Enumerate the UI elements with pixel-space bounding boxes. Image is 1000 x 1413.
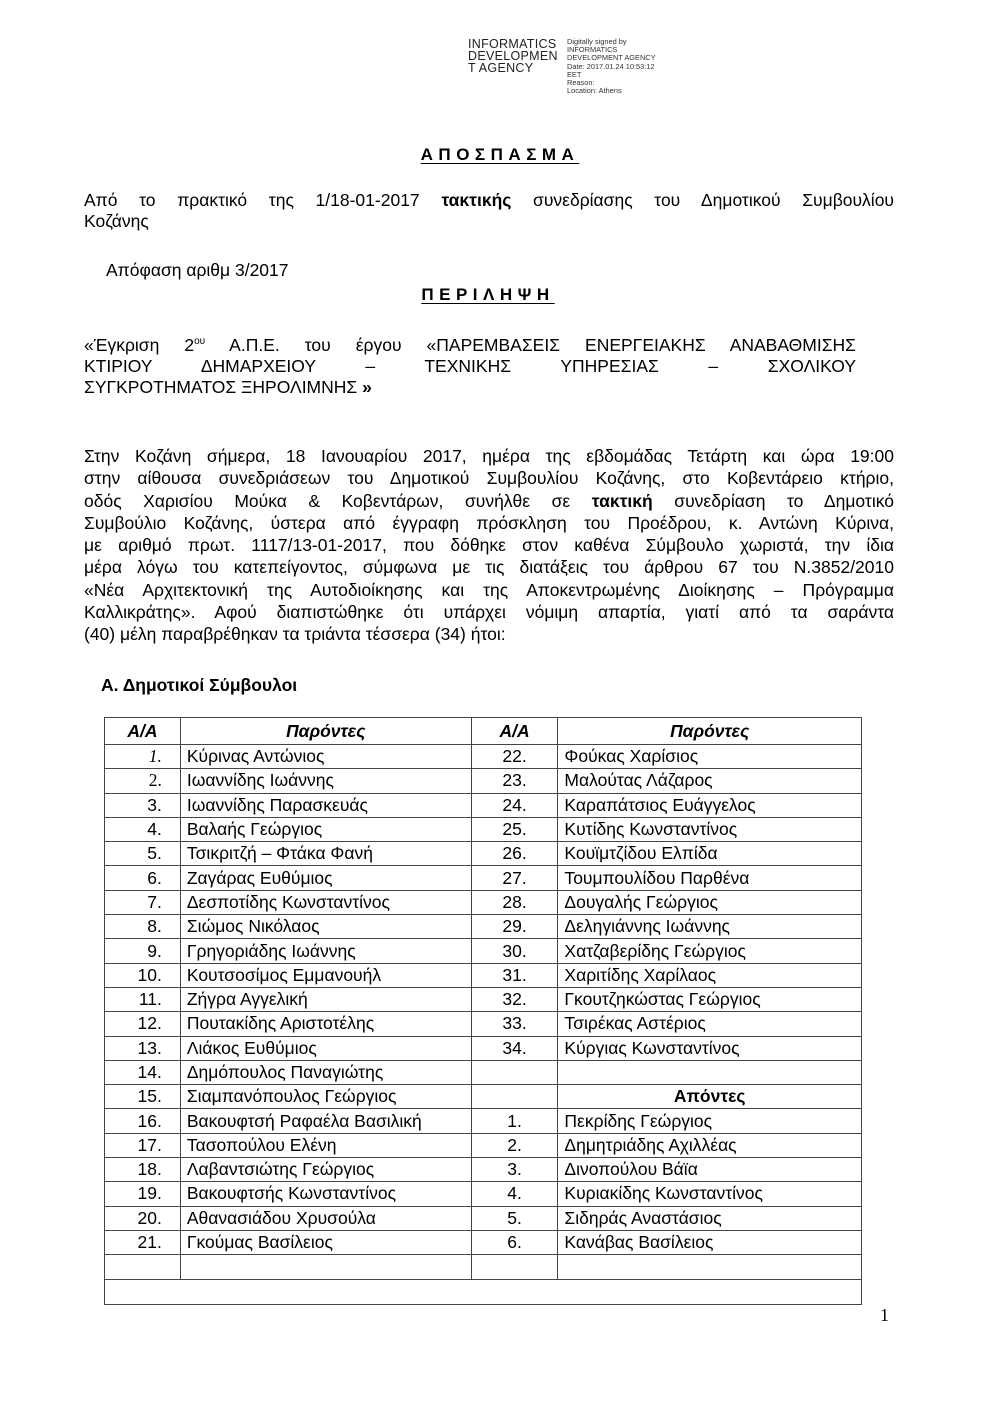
- subject-line-3: [84, 377, 856, 398]
- subject-paragraph: [84, 331, 856, 399]
- table-row: [105, 1085, 862, 1109]
- empty-cell: [471, 1085, 558, 1109]
- intro-line-1: [84, 190, 894, 211]
- row-number: 24.: [471, 793, 558, 817]
- signature-detail-line: DEVELOPMENT AGENCY: [567, 53, 656, 63]
- intro-bold-text: τακτικής: [441, 190, 512, 210]
- row-number: 29.: [471, 915, 558, 939]
- table-row: [105, 987, 862, 1011]
- member-name: Ιωαννίδης Παρασκευάς: [180, 793, 471, 817]
- row-number: 10.: [105, 963, 181, 987]
- member-name: Τασοπούλου Ελένη: [180, 1133, 471, 1157]
- row-number: 8.: [105, 915, 181, 939]
- member-name: Κύρινας Αντώνιος: [180, 745, 471, 769]
- empty-cell: [471, 1060, 558, 1084]
- row-number: 15.: [105, 1085, 181, 1109]
- member-name: Χαριτίδης Χαρίλαος: [558, 963, 862, 987]
- absent-number: 1.: [471, 1109, 558, 1133]
- body-line: με αριθμό πρωτ. 1117/13-01-2017, που δόθηκε στον καθένα Σύμβουλο χωριστά, την ίδια: [84, 535, 894, 556]
- row-number: 1.: [105, 745, 181, 769]
- table-row: [105, 890, 862, 914]
- table-header-row: [105, 718, 862, 745]
- absent-number: 6.: [471, 1230, 558, 1254]
- member-name: Τσικριτζή – Φτάκα Φανή: [180, 842, 471, 866]
- row-number: 21.: [105, 1230, 181, 1254]
- intro-line-2: Κοζάνης: [84, 211, 149, 232]
- header-present-left: Παρόντες: [180, 718, 471, 745]
- empty-cell: [558, 1255, 862, 1279]
- member-name: Τσιρέκας Αστέριος: [558, 1012, 862, 1036]
- body-line: Καλλικράτης». Αφού διαπιστώθηκε ότι υπάρχει νόμιμη απαρτία, γιατί από τα σαράντα: [84, 602, 894, 623]
- subject-text: Α.Π.Ε. του έργου «ΠΑΡΕΜΒΑΣΕΙΣ ΕΝΕΡΓΕΙΑΚΗΣ ΑΝΑΒΑΘΜΙΣΗΣ: [205, 334, 856, 355]
- signature-details: [567, 38, 687, 95]
- member-name: Γκούμας Βασίλειος: [180, 1230, 471, 1254]
- row-number: 19.: [105, 1182, 181, 1206]
- member-name: Κουϊμτζίδου Ελπίδα: [558, 842, 862, 866]
- row-number: 33.: [471, 1012, 558, 1036]
- subject-bold-quote: »: [362, 377, 372, 398]
- body-line: [84, 490, 894, 512]
- row-number: 27.: [471, 866, 558, 890]
- row-number: 2.: [105, 769, 181, 793]
- table-row: [105, 1158, 862, 1182]
- row-number: 5.: [105, 842, 181, 866]
- body-line: στην αίθουσα συνεδριάσεων του Δημοτικού Συμβουλίου Κοζάνης, στο Κοβεντάρειο κτήριο,: [84, 468, 894, 489]
- body-text: συνεδρίαση το Δημοτικό: [652, 490, 894, 511]
- member-name: Βαλαής Γεώργιος: [180, 817, 471, 841]
- intro-text: Από το πρακτικό της 1/18-01-2017: [84, 190, 442, 210]
- absent-member-name: Σιδηράς Αναστάσιος: [558, 1206, 862, 1230]
- empty-cell: [558, 1060, 862, 1084]
- signature-detail-line: EET: [567, 69, 582, 79]
- member-name: Γρηγοριάδης Ιωάννης: [180, 939, 471, 963]
- intro-paragraph: [84, 190, 894, 233]
- absent-member-name: Δινοπούλου Βάϊα: [558, 1158, 862, 1182]
- header-number-left: Α/Α: [105, 718, 181, 745]
- body-line: (40) μέλη παραβρέθηκαν τα τριάντα τέσσερα (34) ήτοι:: [84, 624, 506, 645]
- table-row-merged-empty: [105, 1279, 862, 1304]
- absent-member-name: Πεκρίδης Γεώργιος: [558, 1109, 862, 1133]
- document-title: ΑΠΟΣΠΑΣΜΑ: [420, 145, 580, 164]
- table-row: [105, 1012, 862, 1036]
- table-row: [105, 963, 862, 987]
- member-name: Φούκας Χαρίσιος: [558, 745, 862, 769]
- row-number: 3.: [105, 793, 181, 817]
- row-number: 30.: [471, 939, 558, 963]
- member-name: Δεληγιάννης Ιωάννης: [558, 915, 862, 939]
- absent-member-name: Κανάβας Βασίλειος: [558, 1230, 862, 1254]
- absent-number: 3.: [471, 1158, 558, 1182]
- row-number: 14.: [105, 1060, 181, 1084]
- absent-heading: Απόντες: [558, 1085, 862, 1109]
- member-name: Βακουφτσής Κωνσταντίνος: [180, 1182, 471, 1206]
- member-name: Δεσποτίδης Κωνσταντίνος: [180, 890, 471, 914]
- member-name: Σιαμπανόπουλος Γεώργιος: [180, 1085, 471, 1109]
- table-row: [105, 793, 862, 817]
- row-number: 11.: [105, 987, 181, 1011]
- row-number: 26.: [471, 842, 558, 866]
- empty-cell: [105, 1255, 181, 1279]
- row-number: 25.: [471, 817, 558, 841]
- absent-member-name: Κυριακίδης Κωνσταντίνος: [558, 1182, 862, 1206]
- row-number: 34.: [471, 1036, 558, 1060]
- subject-superscript: ου: [194, 336, 206, 347]
- table-row: [105, 769, 862, 793]
- subject-line-2: ΚΤΙΡΙΟΥ ΔΗΜΑΡΧΕΙΟΥ – ΤΕΧΝΙΚΗΣ ΥΠΗΡΕΣΙΑΣ – ΣΧΟΛΙΚΟΥ: [84, 356, 856, 377]
- row-number: 28.: [471, 890, 558, 914]
- absent-member-name: Δημητριάδης Αχιλλέας: [558, 1133, 862, 1157]
- member-name: Κύργιας Κωνσταντίνος: [558, 1036, 862, 1060]
- row-number: 32.: [471, 987, 558, 1011]
- table-row: [105, 817, 862, 841]
- empty-merged-cell: [105, 1279, 862, 1304]
- summary-title: ΠΕΡΙΛΗΨΗ: [421, 285, 555, 304]
- signature-detail-line: Reason:: [567, 78, 595, 88]
- member-name: Ζαγάρας Ευθύμιος: [180, 866, 471, 890]
- row-number: 6.: [105, 866, 181, 890]
- subject-line-1: [84, 331, 856, 356]
- signature-detail-line: Date: 2017.01.24 10:53:12: [567, 61, 655, 71]
- header-number-right: Α/Α: [471, 718, 558, 745]
- signature-signer: [468, 38, 564, 74]
- table-row: [105, 1036, 862, 1060]
- row-number: 12.: [105, 1012, 181, 1036]
- member-name: Κυτίδης Κωνσταντίνος: [558, 817, 862, 841]
- absent-number: 2.: [471, 1133, 558, 1157]
- member-name: Βακουφτσή Ραφαέλα Βασιλική: [180, 1109, 471, 1133]
- table-row: [105, 1060, 862, 1084]
- members-table: [104, 717, 862, 1305]
- body-text: οδός Χαρισίου Μούκα & Κοβεντάρων, συνήλθε σε: [84, 490, 592, 511]
- table-row: [105, 1182, 862, 1206]
- signature-detail-line: Location: Athens: [567, 86, 622, 96]
- subject-text: «Έγκριση 2: [84, 334, 195, 355]
- intro-text: συνεδρίασης του Δημοτικού Συμβουλίου: [511, 190, 895, 210]
- section-heading: Α. Δημοτικοί Σύμβουλοι: [101, 675, 298, 695]
- body-paragraph: [84, 445, 894, 646]
- subject-text: ΣΥΓΚΡΟΤΗΜΑΤΟΣ ΞΗΡΟΛΙΜΝΗΣ: [84, 377, 363, 398]
- row-number: 13.: [105, 1036, 181, 1060]
- row-number: 23.: [471, 769, 558, 793]
- member-name: Λαβαντσιώτης Γεώργιος: [180, 1158, 471, 1182]
- signature-detail-line: INFORMATICS: [567, 45, 618, 55]
- table-row: [105, 1230, 862, 1254]
- table-row: [105, 1133, 862, 1157]
- table-row: [105, 842, 862, 866]
- member-name: Τουμπουλίδου Παρθένα: [558, 866, 862, 890]
- table-row: [105, 1206, 862, 1230]
- row-number: 4.: [105, 817, 181, 841]
- row-number: 22.: [471, 745, 558, 769]
- absent-number: 5.: [471, 1206, 558, 1230]
- member-name: Κουτσοσίμος Εμμανουήλ: [180, 963, 471, 987]
- member-name: Χατζαβερίδης Γεώργιος: [558, 939, 862, 963]
- table-row-empty: [105, 1255, 862, 1279]
- signature-signer-line: T AGENCY: [468, 61, 534, 75]
- body-line: Συμβούλιο Κοζάνης, ύστερα από έγγραφη πρόσκληση του Προέδρου, κ. Αντώνη Κύρινα,: [84, 512, 894, 533]
- row-number: 16.: [105, 1109, 181, 1133]
- member-name: Γκουτζηκώστας Γεώργιος: [558, 987, 862, 1011]
- body-line: «Νέα Αρχιτεκτονική της Αυτοδιοίκησης και της Αποκεντρωμένης Διοίκησης – Πρόγραμμα: [84, 579, 894, 600]
- member-name: Δημόπουλος Παναγιώτης: [180, 1060, 471, 1084]
- member-name: Μαλούτας Λάζαρος: [558, 769, 862, 793]
- member-name: Πουτακίδης Αριστοτέλης: [180, 1012, 471, 1036]
- table-row: [105, 866, 862, 890]
- row-number: 31.: [471, 963, 558, 987]
- signature-signer-line: INFORMATICS: [468, 37, 557, 51]
- row-number: 7.: [105, 890, 181, 914]
- body-bold-text: τακτική: [591, 490, 653, 511]
- table-row: [105, 915, 862, 939]
- decision-number: Απόφαση αριθμ 3/2017: [106, 260, 289, 280]
- signature-detail-line: Digitally signed by: [567, 37, 627, 46]
- row-number: 17.: [105, 1133, 181, 1157]
- row-number: 9.: [105, 939, 181, 963]
- signature-signer-line: DEVELOPMEN: [468, 49, 558, 63]
- member-name: Ζήγρα Αγγελική: [180, 987, 471, 1011]
- member-name: Ιωαννίδης Ιωάννης: [180, 769, 471, 793]
- member-name: Αθανασιάδου Χρυσούλα: [180, 1206, 471, 1230]
- table-row: [105, 939, 862, 963]
- page-number: 1: [880, 1305, 889, 1325]
- header-present-right: Παρόντες: [558, 718, 862, 745]
- table-row: [105, 1109, 862, 1133]
- empty-cell: [471, 1255, 558, 1279]
- body-line: μέρα λόγω του κατεπείγοντος, σύμφωνα με τις διατάξεις του άρθρου 67 του Ν.3852/2010: [84, 557, 894, 578]
- row-number: 18.: [105, 1158, 181, 1182]
- empty-cell: [180, 1255, 471, 1279]
- member-name: Λιάκος Ευθύμιος: [180, 1036, 471, 1060]
- row-number: 20.: [105, 1206, 181, 1230]
- member-name: Σιώμος Νικόλαος: [180, 915, 471, 939]
- table-row: [105, 745, 862, 769]
- member-name: Καραπάτσιος Ευάγγελος: [558, 793, 862, 817]
- absent-number: 4.: [471, 1182, 558, 1206]
- body-line: Στην Κοζάνη σήμερα, 18 Ιανουαρίου 2017, ημέρα της εβδομάδας Τετάρτη και ώρα 19:00: [84, 446, 894, 466]
- member-name: Δουγαλής Γεώργιος: [558, 890, 862, 914]
